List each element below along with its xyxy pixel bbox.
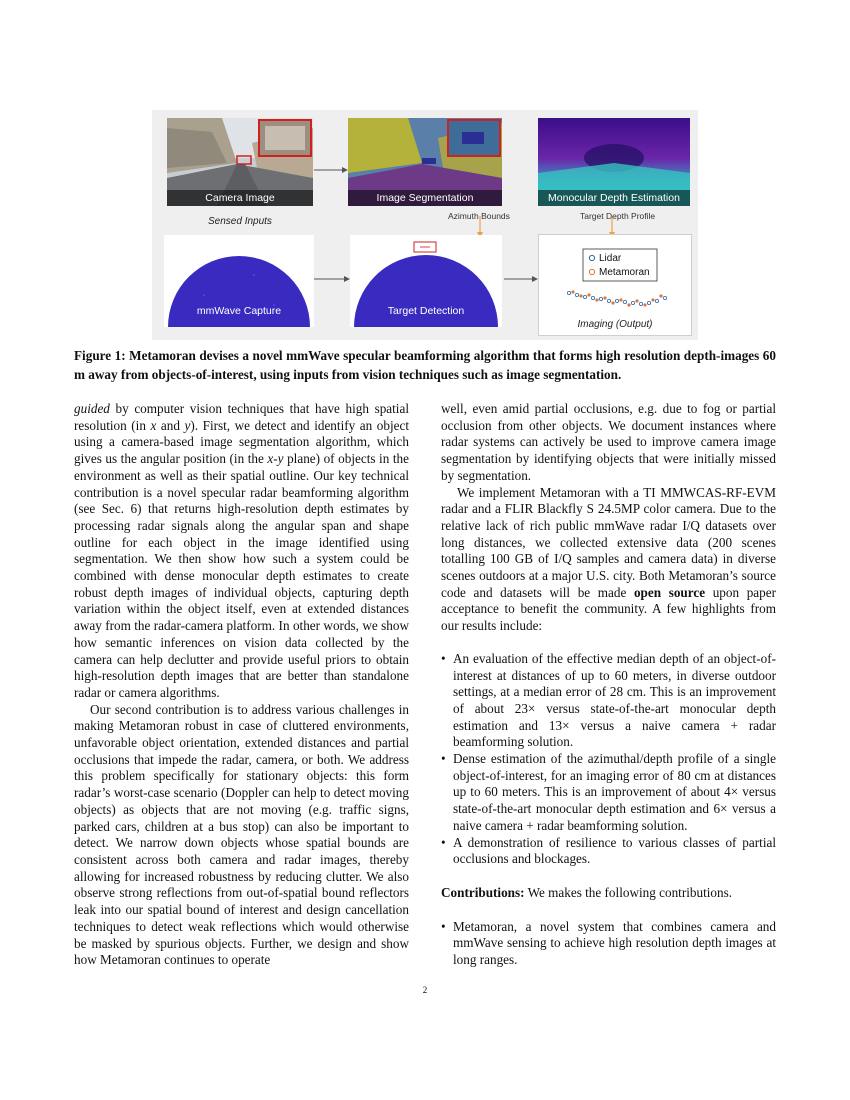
text-run: We makes the following contributions. — [524, 884, 733, 900]
text-run: and — [156, 417, 185, 433]
math-y: y — [184, 417, 191, 433]
mmwave-capture-panel — [164, 235, 314, 327]
page-number: 2 — [422, 985, 428, 995]
results-item: • An evaluation of the effective median depth of an object-of-interest at distances of up to 60 meters, in diverse outdoor settings, at a median error of 28 cm. This is an improvement of about 23× versus state-of-the-art monocular depth estimation and 13× versus a naive camera + radar beamforming solution. — [441, 651, 776, 751]
emphasis-guided: guided — [74, 401, 110, 416]
legend-metamoran-label: Metamoran — [599, 267, 650, 278]
contributions-label: Contributions: — [441, 884, 525, 900]
text-run: by computer vision techniques that have high spatial resolution (in — [74, 401, 409, 433]
sensed-inputs-label: Sensed Inputs — [208, 216, 272, 227]
text-run: plane) of objects in the environment as well as their spatial outline. Our key technical contribution is a novel specular radar beamforming algorithm (see Sec. 6) that returns high-resolution depth estimates by processing radar signals along the angular span and shape outline for each object in the image identified using segmentation. We then show how such a system could be combined with dense monocular depth estimates to create robust depth images of individual objects, capturing depth variation within the object itself, even at extended distances away from the radar-camera platform. In other words, we show how semantic inferences on vision data collected by the camera can help declutter and provide useful priors to obtain high-resolution depth images that are better than standalone radar or camera algorithms. — [74, 451, 409, 700]
math-xy: x-y — [267, 451, 284, 467]
right-paragraph-1: well, even amid partial occlusions, e.g. due to fog or partial occlusion from other objects. We document instances where radar systems can actively be used to improve camera image segmentation by identifying objects that were initially missed by segmentation. — [441, 401, 776, 483]
target-depth-profile-label: Target Depth Profile — [580, 211, 656, 221]
azimuth-bounds-label: Azimuth Bounds — [448, 211, 510, 221]
left-paragraph-1 — [74, 401, 409, 702]
text-run: upon paper acceptance to benefit the community. A few highlights from our results include: — [441, 584, 776, 634]
figure-caption: Figure 1: Metamoran devises a novel mmWave specular beamforming algorithm that forms high resolution depth-images 60 m away from objects-of-interest, using inputs from vision techniques such as image segmentation. — [74, 348, 776, 382]
target-detection-panel — [350, 235, 502, 327]
right-paragraph-2 — [441, 485, 776, 635]
results-item: • Dense estimation of the azimuthal/depth profile of a single object-of-interest, for an imaging error of 80 cm at distances up to 60 meters. This is an improvement of about 4× versus state-of-the-art monocular depth estimation and 6× versus a naive camera + radar beamforming solution. — [441, 751, 776, 835]
lidar-points — [567, 291, 666, 305]
camera-image-label: Camera Image — [167, 190, 313, 206]
figure-1 — [152, 110, 698, 340]
monocular-depth-label: Monocular Depth Estimation — [538, 190, 690, 206]
legend-lidar-label: Lidar — [599, 253, 622, 264]
left-paragraph-2: Our second contribution is to address various challenges in making Metamoran robust in case of cluttered environments, unfavorable object orientation, extended distances and partial occlusions that impede the radar, camera, or both. We address this problem specifically for stationary objects: this form radar’s worst-case scenario (Doppler can help to detect moving objects) as objects that are not moving (e.g. traffic signs, parked cars, children at a bus stop) can also be important to detect. We narrow down objects whose spatial bounds are consistent across both camera and radar images, thereby allowing for increased robustness by reducing clutter. We also observe strong reflections from out-of-spatial bound reflectors leak into our spatial bound of interest and design cancellation techniques to detect weak reflections which would otherwise be masked by spurious objects. Further, we design and show how Metamoran continues to operate — [74, 701, 409, 968]
image-segmentation-label: Image Segmentation — [348, 190, 502, 206]
results-item: • A demonstration of resilience to various classes of partial occlusions and blockages. — [441, 835, 776, 868]
text-run: ). First, we detect and identify an object using a camera-based image segmentation algorithm, which gives us the angular position (in the — [74, 417, 409, 467]
emphasis-open-source: open source — [633, 584, 706, 600]
imaging-output-panel — [538, 234, 692, 336]
contributions-item: • Metamoran, a novel system that combines camera and mmWave sensing to achieve high resolution depth images at long ranges. — [441, 919, 776, 969]
contributions-heading — [441, 885, 776, 902]
text-run: We implement Metamoran with a TI MMWCAS-RF-EVM radar and a FLIR Blackfly S 24.5MP color camera. Due to the relative lack of rich public mmWave radar I/Q datasets over long distances, we collected extensive data (200 scenes totalling 100 GB of I/Q samples and camera data) in diverse scenes outdoors at a major U.S. city. Both Metamoran’s source code and datasets will be made — [441, 484, 776, 600]
results-list — [441, 651, 776, 868]
math-x: x — [150, 417, 157, 433]
imaging-output-label: Imaging (Output) — [577, 319, 653, 330]
mmwave-capture-label: mmWave Capture — [196, 305, 282, 317]
contributions-list — [441, 919, 776, 969]
left-column — [74, 401, 409, 969]
target-detection-label: Target Detection — [387, 305, 465, 317]
right-column — [441, 401, 776, 969]
